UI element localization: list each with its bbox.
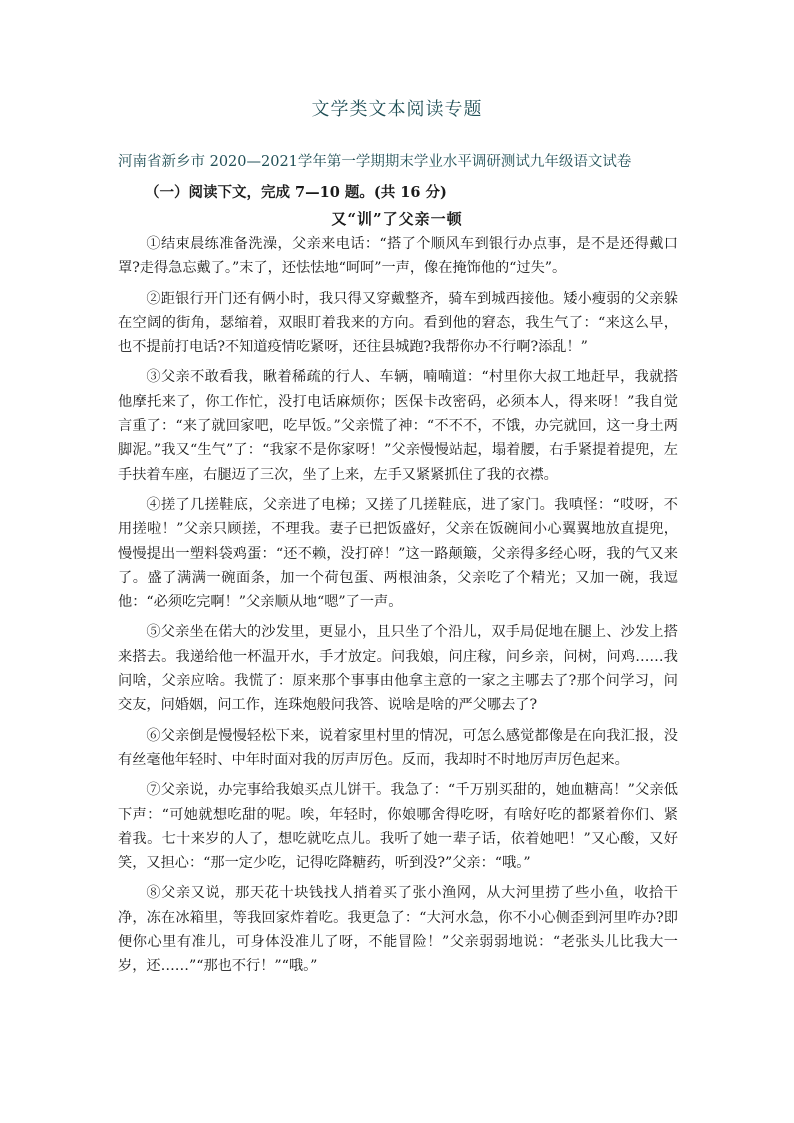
article-body xyxy=(118,232,678,985)
paragraph-7: ⑦父亲说，办完事给我娘买点儿饼干。我急了：“千万别买甜的，她血糖高！”父亲低下声：“可她就想吃甜的呢。唉，年轻时，你娘哪舍得吃呀，有啥好吃的都紧着你们、紧着我。七十来岁的人了，想吃就吃点儿。我听了她一辈子话，依着她吧！”又心酸，又好笑，又担心：“那一定少吃，记得吃降糖药，听到没?”父亲：“哦。” xyxy=(118,782,678,872)
paragraph-6: ⑥父亲倒是慢慢轻松下来，说着家里村里的情况，可怎么感觉都像是在向我汇报，没有丝毫他年轻时、中年时面对我的厉声厉色。反而，我却时不时地厉声厉色起来。 xyxy=(118,727,678,768)
paragraph-5: ⑤父亲坐在偌大的沙发里，更显小，且只坐了个沿儿，双手局促地在腿上、沙发上搭来搭去。我递给他一杯温开水，手才放定。问我娘，问庄稼，问乡亲，问树，问鸡……我问啥，父亲应啥。我慌了：原来那个事事由他拿主意的一家之主哪去了?那个问学习，问交友，问婚姻，问工作，连珠炮般问我答、说啥是啥的严父哪去了? xyxy=(118,624,678,714)
paragraph-8: ⑧父亲又说，那天花十块钱找人捎着买了张小渔网，从大河里捞了些小鱼，收拾干净，冻在冰箱里，等我回家炸着吃。我更急了：“大河水急，你不小心侧歪到河里咋办?即便你心里有准儿，可身体没准儿了呀，不能冒险！”父亲弱弱地说：“老张头儿比我大一岁，还……”“那也不行！”“哦。” xyxy=(118,885,678,975)
section-heading: （一）阅读下文，完成 7—10 题。(共 16 分) xyxy=(145,184,447,201)
exam-source-line: 河南省新乡市 2020—2021学年第一学期期末学业水平调研测试九年级语文试卷 xyxy=(118,154,632,170)
paragraph-2: ②距银行开门还有俩小时，我只得又穿戴整齐，骑车到城西接他。矮小瘦弱的父亲躲在空阔的街角，瑟缩着，双眼盯着我来的方向。看到他的窘态，我生气了：“来这么早，也不提前打电话?不知道疫情吃紧呀，还往县城跑?我帮你办不行啊?添乱！” xyxy=(118,290,678,356)
document-title: 文学类文本阅读专题 xyxy=(311,99,483,120)
paragraph-3: ③父亲不敢看我，瞅着稀疏的行人、车辆，喃喃道：“村里你大叔工地赶早，我就搭他摩托来了，你工作忙，没打电话麻烦你；医保卡改密码，必须本人，得来呀！”我自觉言重了：“来了就回家吧，吃早饭。”父亲慌了神：“不不不，不饿，办完就回，这一身土两脚泥。”我又“生气”了：“我家不是你家呀！”父亲慢慢站起，塌着腰，右手紧提着提兜，左手扶着车座，右腿迈了三次，坐了上来，左手又紧紧抓住了我的衣襟。 xyxy=(118,369,678,483)
paragraph-4: ④搓了几搓鞋底，父亲进了电梯；又搓了几搓鞋底，进了家门。我嗔怪：“哎呀，不用搓啦！”父亲只顾搓，不理我。妻子已把饭盛好，父亲在饭碗间小心翼翼地放直提兜，慢慢提出一塑料袋鸡蛋：“还不赖，没打碎！”这一路颠簸，父亲得多经心呀，我的气又来了。盛了满满一碗面条，加一个荷包蛋、两根油条，父亲吃了个精光；又加一碗，我逗他：“必须吃完啊！”父亲顺从地“嗯”了一声。 xyxy=(118,496,678,611)
article-title: 又“训”了父亲一顿 xyxy=(331,210,463,228)
paragraph-1: ①结束晨练准备洗澡，父亲来电话：“搭了个顺风车到银行办点事，是不是还得戴口罩?走得急忘戴了。”末了，还怯怯地“呵呵”一声，像在掩饰他的“过失”。 xyxy=(118,236,678,277)
